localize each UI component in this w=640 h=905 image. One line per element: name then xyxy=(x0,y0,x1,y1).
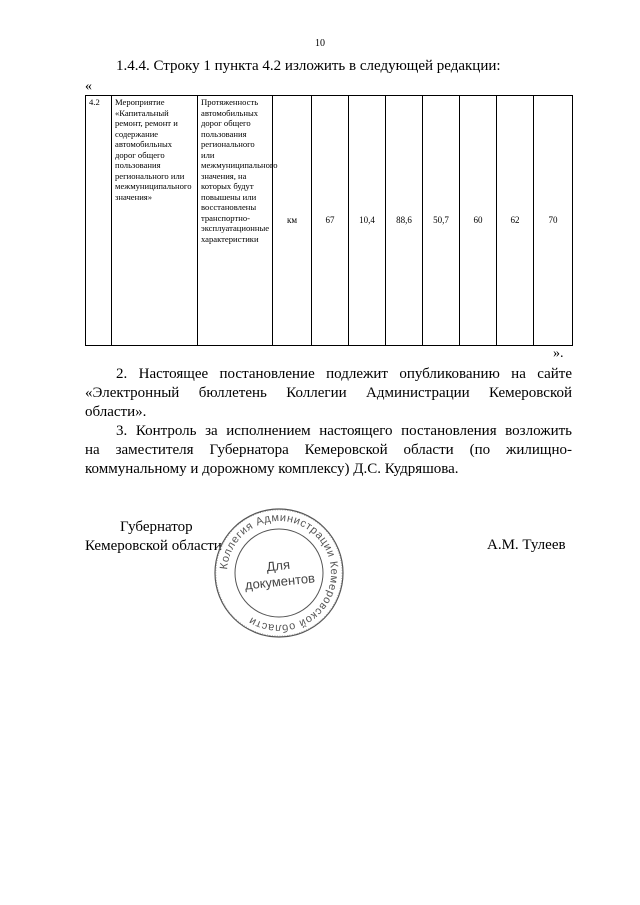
paragraph-line: 2. Настоящее постановление подлежит опубликованию на сайте xyxy=(116,366,572,382)
paragraph-line: 3. Контроль за исполнением настоящего постановления возложить xyxy=(116,423,572,439)
amendment-table xyxy=(85,95,573,346)
value-cell: 50,7 xyxy=(423,96,460,346)
value-cell: 88,6 xyxy=(386,96,423,346)
paragraph-line: области». xyxy=(85,404,147,420)
paragraph-publication xyxy=(85,365,572,422)
paragraph-line: коммунальному и дорожному комплексу) Д.С. Кудряшова. xyxy=(85,461,459,477)
stamp-center-line: Для xyxy=(265,556,291,575)
paragraph-control xyxy=(85,422,572,479)
amendment-heading: 1.4.4. Строку 1 пункта 4.2 изложить в следующей редакции: xyxy=(116,58,501,74)
indicator-cell: Протяженность автомобильных дорог общего пользования регионального или межмуниципального значения, на которых будут повышены или восстановлены транспортно-эксплуатационные характеристики xyxy=(198,96,273,346)
signatory-title xyxy=(85,518,225,556)
value-cell: 62 xyxy=(497,96,534,346)
closing-quote: ». xyxy=(553,346,564,361)
page-number: 10 xyxy=(315,38,325,49)
row-number-cell: 4.2 xyxy=(86,96,112,346)
measure-name-cell: Мероприятие «Капитальный ремонт, ремонт и содержание автомобильных дорог общего пользования регионального или межмуниципального значения» xyxy=(112,96,198,346)
paragraph-line: на заместителя Губернатора Кемеровской области (по жилищно- xyxy=(85,442,572,458)
stamp-ring-text: Коллегия Администрации Кемеровской области xyxy=(218,511,341,635)
signatory-title-line: Кемеровской области xyxy=(85,538,222,554)
signatory-name: А.М. Тулеев xyxy=(487,537,566,553)
value-cell: 70 xyxy=(534,96,573,346)
opening-quote: « xyxy=(85,79,92,94)
official-stamp xyxy=(212,506,346,640)
value-cell: 60 xyxy=(460,96,497,346)
value-cell: 10,4 xyxy=(349,96,386,346)
stamp-center-line: документов xyxy=(244,570,316,593)
value-cell: 67 xyxy=(312,96,349,346)
table-row xyxy=(86,96,573,346)
unit-cell: км xyxy=(273,96,312,346)
signatory-title-line: Губернатор xyxy=(120,519,193,535)
paragraph-line: «Электронный бюллетень Коллегии Администрации Кемеровской xyxy=(85,385,572,401)
stamp-outer-ring xyxy=(215,509,343,637)
